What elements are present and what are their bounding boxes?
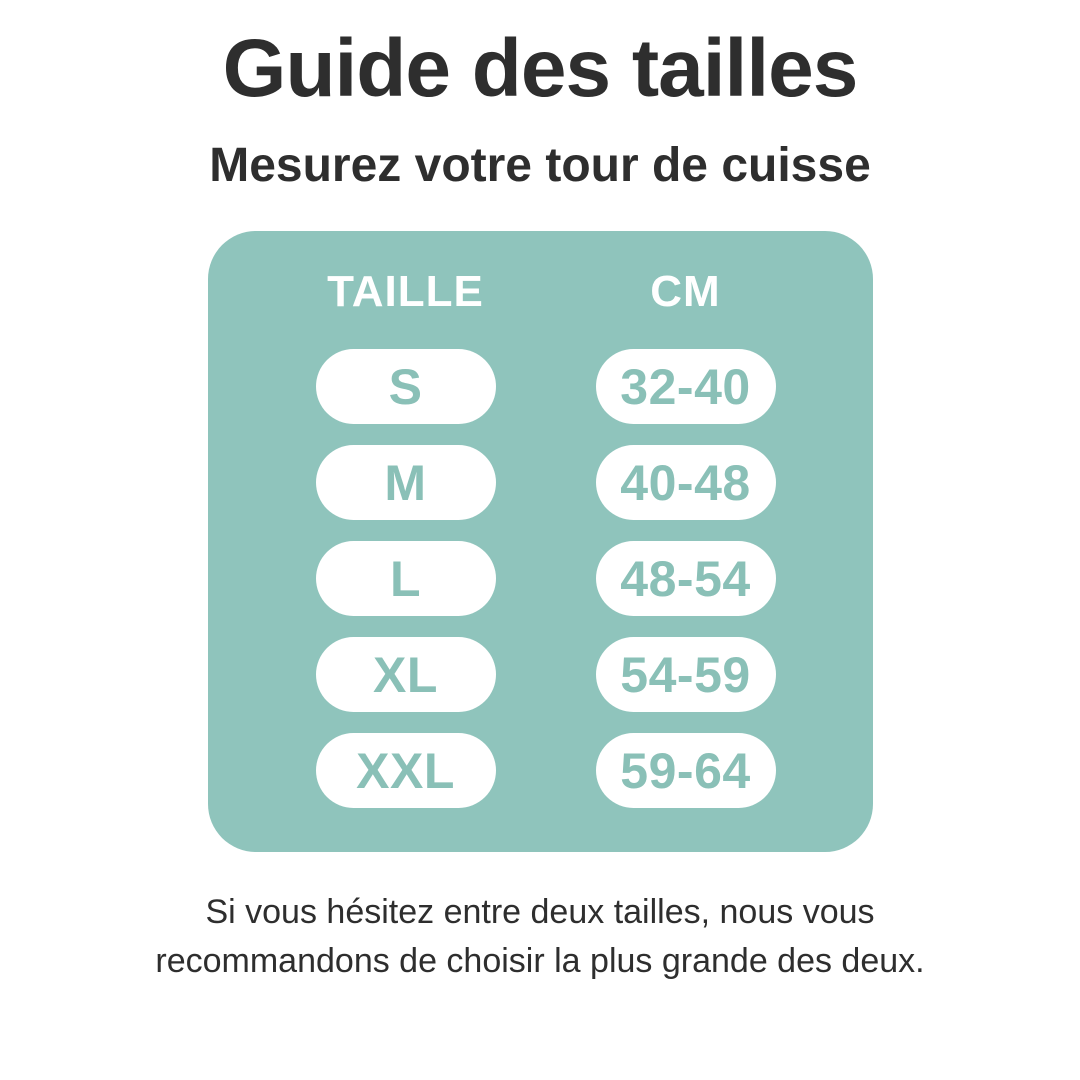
measure-instruction-subtitle: Mesurez votre tour de cuisse	[209, 139, 871, 193]
table-row	[208, 445, 873, 520]
table-header-row	[208, 267, 873, 317]
table-row	[208, 637, 873, 712]
sizing-advice-note: Si vous hésitez entre deux tailles, nous vous recommandons de choisir la plus grande des deux.	[155, 893, 925, 981]
size-guide-panel	[208, 231, 873, 852]
size-table-rows	[208, 349, 873, 808]
size-pill: XXL	[316, 733, 496, 808]
size-pill: L	[316, 541, 496, 616]
table-row	[208, 349, 873, 424]
cm-column-header: CM	[650, 267, 721, 317]
size-pill: M	[316, 445, 496, 520]
cm-range-pill: 48-54	[596, 541, 776, 616]
cm-range-pill: 32-40	[596, 349, 776, 424]
table-row	[208, 733, 873, 808]
page-title: Guide des tailles	[222, 23, 858, 114]
size-pill: S	[316, 349, 496, 424]
cm-range-pill: 54-59	[596, 637, 776, 712]
table-row	[208, 541, 873, 616]
size-column-header: TAILLE	[327, 267, 484, 317]
size-pill: XL	[316, 637, 496, 712]
cm-range-pill: 59-64	[596, 733, 776, 808]
cm-range-pill: 40-48	[596, 445, 776, 520]
